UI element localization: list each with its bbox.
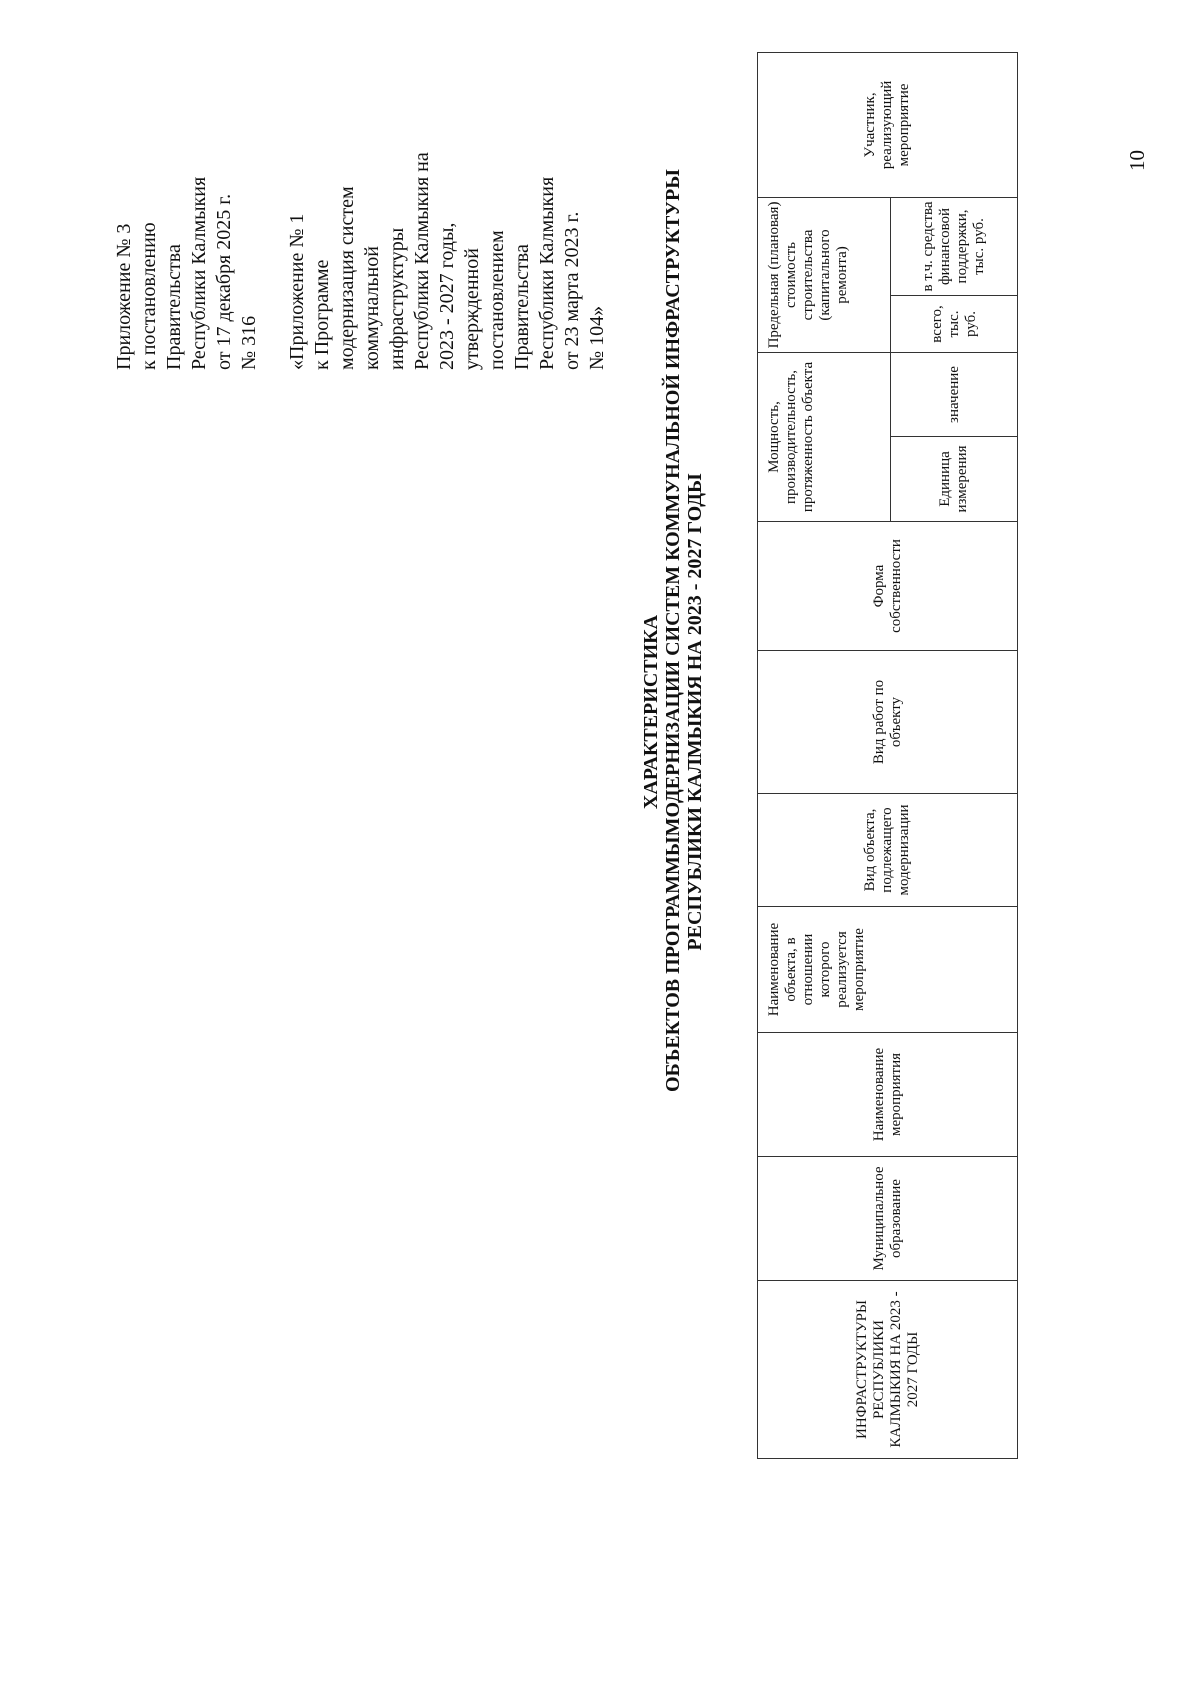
appendix-line-4: коммунальной [361, 246, 383, 370]
objects-table [757, 52, 1018, 1459]
title-line-3: РЕСПУБЛИКИ КАЛМЫКИЯ НА 2023 - 2027 ГОДЫ [684, 473, 706, 951]
header-ownership-form: Форма собственности [758, 522, 1018, 651]
approval-line-4: Республики Калмыкия [188, 176, 210, 370]
header-measure-name: Наименование мероприятия [758, 1033, 1018, 1157]
approval-line-3: Правительства [163, 244, 185, 370]
header-object-name: Наименование объекта, в отношении которого реализуется мероприятие [758, 907, 1018, 1033]
approval-block [112, 10, 262, 370]
header-cost-support: в т.ч. средства финансовой поддержки, тыс. руб. [891, 197, 1018, 295]
header-object-type: Вид объекта, подлежащего модернизации [758, 794, 1018, 907]
appendix-line-11: Республики Калмыкия [536, 176, 558, 370]
appendix-line-2: к Программе [311, 259, 333, 370]
header-cost-total: всего, тыс. руб. [891, 295, 1018, 352]
appendix-line-9: постановлением [486, 230, 508, 370]
header-cost-limit: Предельная (плановая) стоимость строительства (капитального ремонта) [758, 197, 891, 352]
document-title [640, 169, 706, 1092]
appendix-line-1: «Приложение № 1 [286, 213, 308, 370]
appendix-line-8: утвержденной [461, 248, 483, 370]
appendix-line-6: Республики Калмыкия на [411, 152, 433, 370]
appendix-line-3: модернизация систем [336, 186, 358, 370]
appendix-line-13: № 104» [586, 305, 608, 370]
approval-line-5: от 17 декабря 2025 г. [213, 193, 235, 370]
title-line-1: ХАРАКТЕРИСТИКА [640, 614, 662, 810]
header-capacity-unit: Единица измерения [891, 437, 1018, 522]
header-capacity: Мощность, производительность, протяженность объекта [758, 352, 891, 521]
appendix-line-5: инфраструктуры [386, 227, 408, 370]
header-work-type: Вид работ по объекту [758, 651, 1018, 794]
header-program-infrastructure: ИНФРАСТРУКТУРЫ РЕСПУБЛИКИ КАЛМЫКИЯ НА 2023 - 2027 ГОДЫ [758, 1281, 1018, 1459]
approval-line-6: № 316 [238, 315, 260, 370]
header-municipality: Муниципальное образование [758, 1157, 1018, 1281]
page-number: 10 [1125, 150, 1149, 171]
approval-line-2: к постановлению [138, 222, 160, 370]
appendix-line-12: от 23 марта 2023 г. [561, 211, 583, 370]
title-line-2: ОБЪЕКТОВ ПРОГРАММЫМОДЕРНИЗАЦИИ СИСТЕМ КОММУНАЛЬНОЙ ИНФРАСТРУКТУРЫ [662, 169, 684, 1092]
appendix-block [285, 10, 610, 370]
appendix-line-7: 2023 - 2027 годы, [436, 222, 458, 370]
header-participant: Участник, реализующий мероприятие [758, 52, 1018, 197]
appendix-line-10: Правительства [511, 244, 533, 370]
header-capacity-value: значение [891, 352, 1018, 436]
approval-line-1: Приложение № 3 [113, 223, 135, 370]
